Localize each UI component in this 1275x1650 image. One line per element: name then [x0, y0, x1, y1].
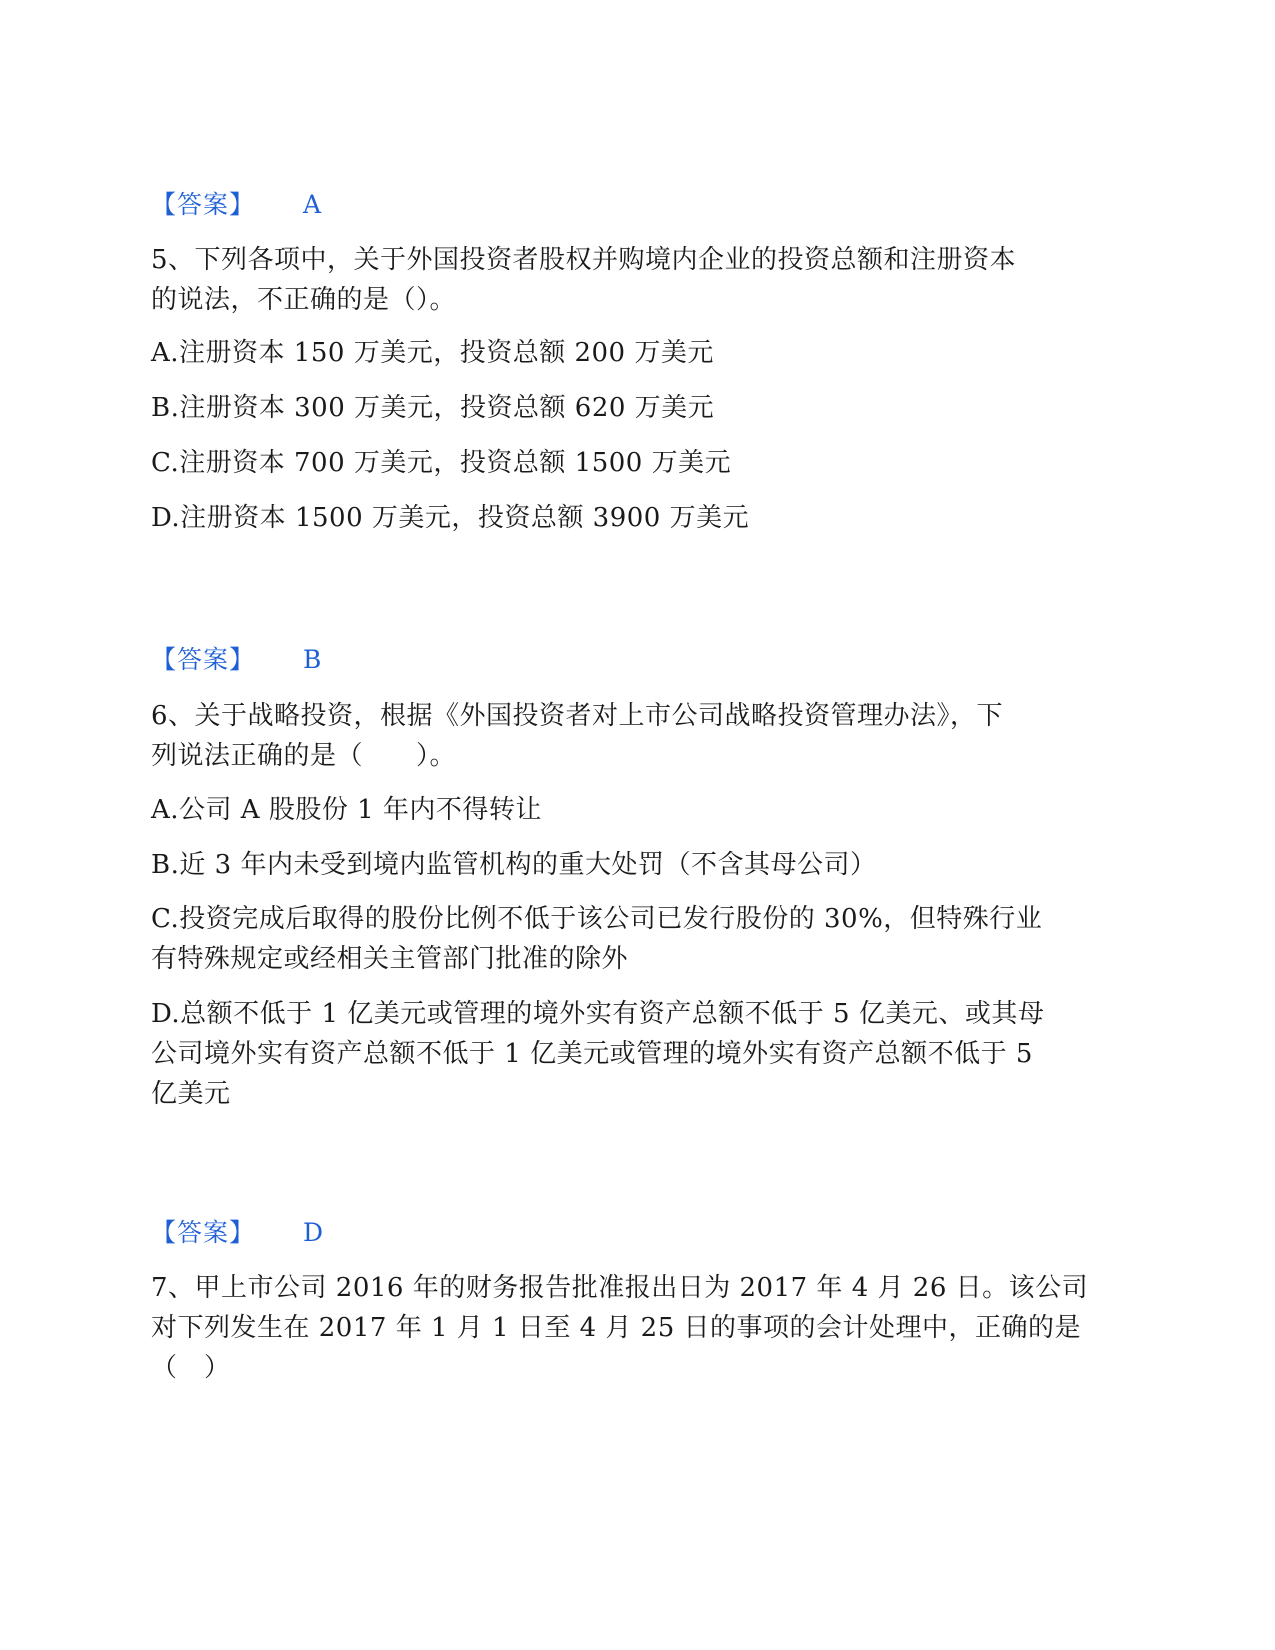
question-stem-line: 列说法正确的是（ ）。 [151, 741, 457, 771]
answer-row [151, 190, 1111, 220]
option-b [151, 845, 1111, 885]
option-text: C.投资完成后取得的股份比例不低于该公司已发行股份的 30%，但特殊行业 [151, 904, 1043, 934]
option-c [151, 899, 1111, 979]
answer-label: 【答案】 [151, 190, 256, 219]
option-text: A.注册资本 150 万美元，投资总额 200 万美元 [151, 338, 714, 368]
question-stem-line: 的说法，不正确的是（）。 [151, 285, 457, 315]
option-b [151, 388, 1111, 428]
answer-value: D [303, 1218, 324, 1247]
question-7 [151, 1268, 1111, 1388]
question-stem-line: 7、甲上市公司 2016 年的财务报告批准报出日为 2017 年 4 月 26 日。该公司 [151, 1273, 1089, 1303]
option-d [151, 994, 1111, 1114]
option-text: D.总额不低于 1 亿美元或管理的境外实有资产总额不低于 5 亿美元、或其母 [151, 999, 1045, 1029]
answer-row [151, 1218, 1111, 1248]
option-text: B.近 3 年内未受到境内监管机构的重大处罚（不含其母公司） [151, 850, 877, 880]
answer-label: 【答案】 [151, 645, 256, 674]
option-d [151, 498, 1111, 538]
question-5 [151, 240, 1111, 320]
option-a [151, 333, 1111, 373]
option-text: 亿美元 [151, 1079, 231, 1109]
question-6 [151, 696, 1111, 776]
option-text: A.公司 A 股股份 1 年内不得转让 [151, 795, 542, 825]
option-text: C.注册资本 700 万美元，投资总额 1500 万美元 [151, 448, 732, 478]
option-text: B.注册资本 300 万美元，投资总额 620 万美元 [151, 393, 715, 423]
answer-row [151, 645, 1111, 675]
option-text: D.注册资本 1500 万美元，投资总额 3900 万美元 [151, 503, 750, 533]
option-text: 公司境外实有资产总额不低于 1 亿美元或管理的境外实有资产总额不低于 5 [151, 1039, 1033, 1069]
answer-value: B [303, 645, 322, 674]
option-a [151, 790, 1111, 830]
question-stem-line: （ ） [151, 1353, 231, 1383]
question-stem-line: 6、关于战略投资，根据《外国投资者对上市公司战略投资管理办法》，下 [151, 701, 1004, 731]
question-stem-line: 5、下列各项中，关于外国投资者股权并购境内企业的投资总额和注册资本 [151, 245, 1017, 275]
question-stem-line: 对下列发生在 2017 年 1 月 1 日至 4 月 25 日的事项的会计处理中，正确的是 [151, 1313, 1082, 1343]
option-c [151, 443, 1111, 483]
answer-value: A [303, 190, 322, 219]
answer-label: 【答案】 [151, 1218, 256, 1247]
option-text: 有特殊规定或经相关主管部门批准的除外 [151, 944, 629, 974]
